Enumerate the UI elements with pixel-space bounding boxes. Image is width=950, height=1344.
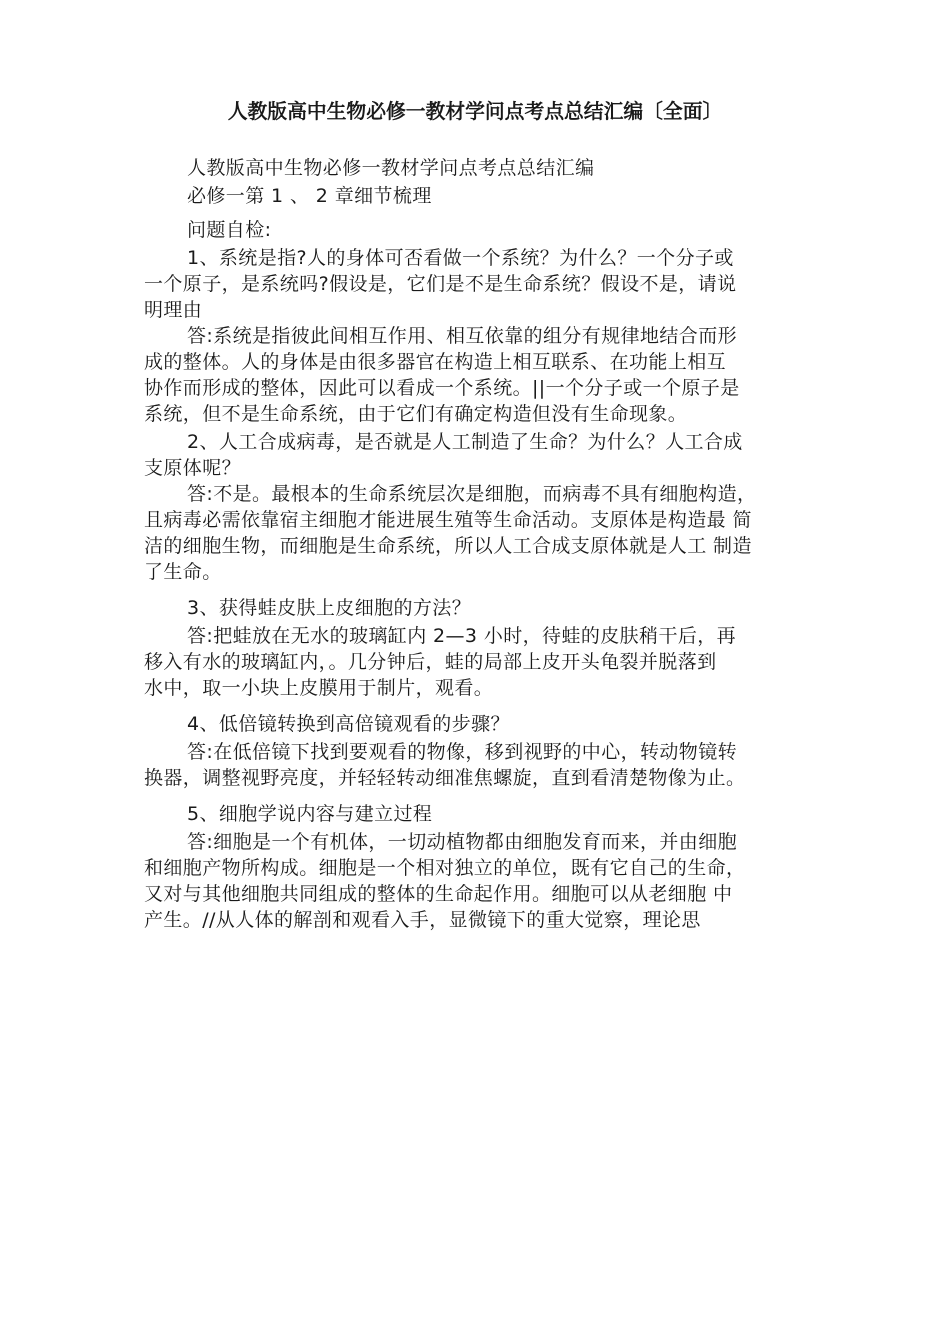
question-3: 3、获得蛙皮肤上皮细胞的方法？ <box>187 597 472 619</box>
chapter-line: 必修一第 1 、 2 章细节梳理 <box>187 185 432 207</box>
answer-1-line-1: 答:系统是指彼此间相互作用、相互依靠的组分有规律地结合而形 <box>187 325 738 347</box>
answer-2-line-4: 了生命。 <box>144 561 222 583</box>
answer-2-line-3: 洁的细胞生物，而细胞是生命系统，所以人工合成支原体就是人工 制造 <box>144 535 752 557</box>
answer-1-line-4: 系统，但不是生命系统，由于它们有确定构造但没有生命现象。 <box>144 403 688 425</box>
answer-4-line-1: 答:在低倍镜下找到要观看的物像，移到视野的中心，转动物镜转 <box>187 741 738 763</box>
answer-1-line-2: 成的整体。人的身体是由很多器官在构造上相互联系、在功能上相互 <box>144 351 727 373</box>
answer-5-line-3: 又对与其他细胞共同组成的整体的生命起作用。细胞可以从老细胞 中 <box>144 883 733 905</box>
question-4: 4、低倍镜转换到高倍镜观看的步骤？ <box>187 713 510 735</box>
document-title: 人教版高中生物必修一教材学问点考点总结汇编〔全面〕 <box>227 100 723 123</box>
question-1-line-1: 1、系统是指?人的身体可否看做一个系统？为什么？一个分子或 <box>187 247 734 269</box>
answer-4-line-2: 换器，调整视野亮度，并轻轻转动细准焦螺旋，直到看清楚物像为止。 <box>144 767 746 789</box>
answer-5-line-4: 产生。//从人体的解剖和观看入手，显微镜下的重大觉察，理论思 <box>144 909 701 931</box>
answer-3-line-1: 答:把蛙放在无水的玻璃缸内 2—3 小时，待蛙的皮肤稍干后，再 <box>187 625 737 647</box>
answer-3-line-3: 水中，取一小块上皮膜用于制片，观看。 <box>144 677 494 699</box>
answer-5-line-1: 答:细胞是一个有机体，一切动植物都由细胞发育而来，并由细胞 <box>187 831 738 853</box>
answer-2-line-2: 且病毒必需依靠宿主细胞才能进展生殖等生命活动。支原体是构造最 简 <box>144 509 752 531</box>
answer-1-line-3: 协作而形成的整体，因此可以看成一个系统。||一个分子或一个原子是 <box>144 377 740 399</box>
question-2-line-2: 支原体呢？ <box>144 457 242 479</box>
subtitle-line: 人教版高中生物必修一教材学问点考点总结汇编 <box>187 157 595 179</box>
question-2-line-1: 2、人工合成病毒，是否就是人工制造了生命？为什么？人工合成 <box>187 431 743 453</box>
question-1-line-2: 一个原子，是系统吗?假设是，它们是不是生命系统？假设不是，请说 <box>144 273 737 295</box>
answer-3-line-2: 移入有水的玻璃缸内，。几分钟后，蛙的局部上皮开头龟裂并脱落到 <box>144 651 717 673</box>
answer-2-line-1: 答:不是。最根本的生命系统层次是细胞，而病毒不具有细胞构造， <box>187 483 757 505</box>
question-1-line-3: 明理由 <box>144 299 203 321</box>
answer-5-line-2: 和细胞产物所构成。细胞是一个相对独立的单位，既有它自己的生命， <box>144 857 746 879</box>
question-5: 5、细胞学说内容与建立过程 <box>187 803 433 825</box>
section-heading: 问题自检: <box>187 219 272 241</box>
